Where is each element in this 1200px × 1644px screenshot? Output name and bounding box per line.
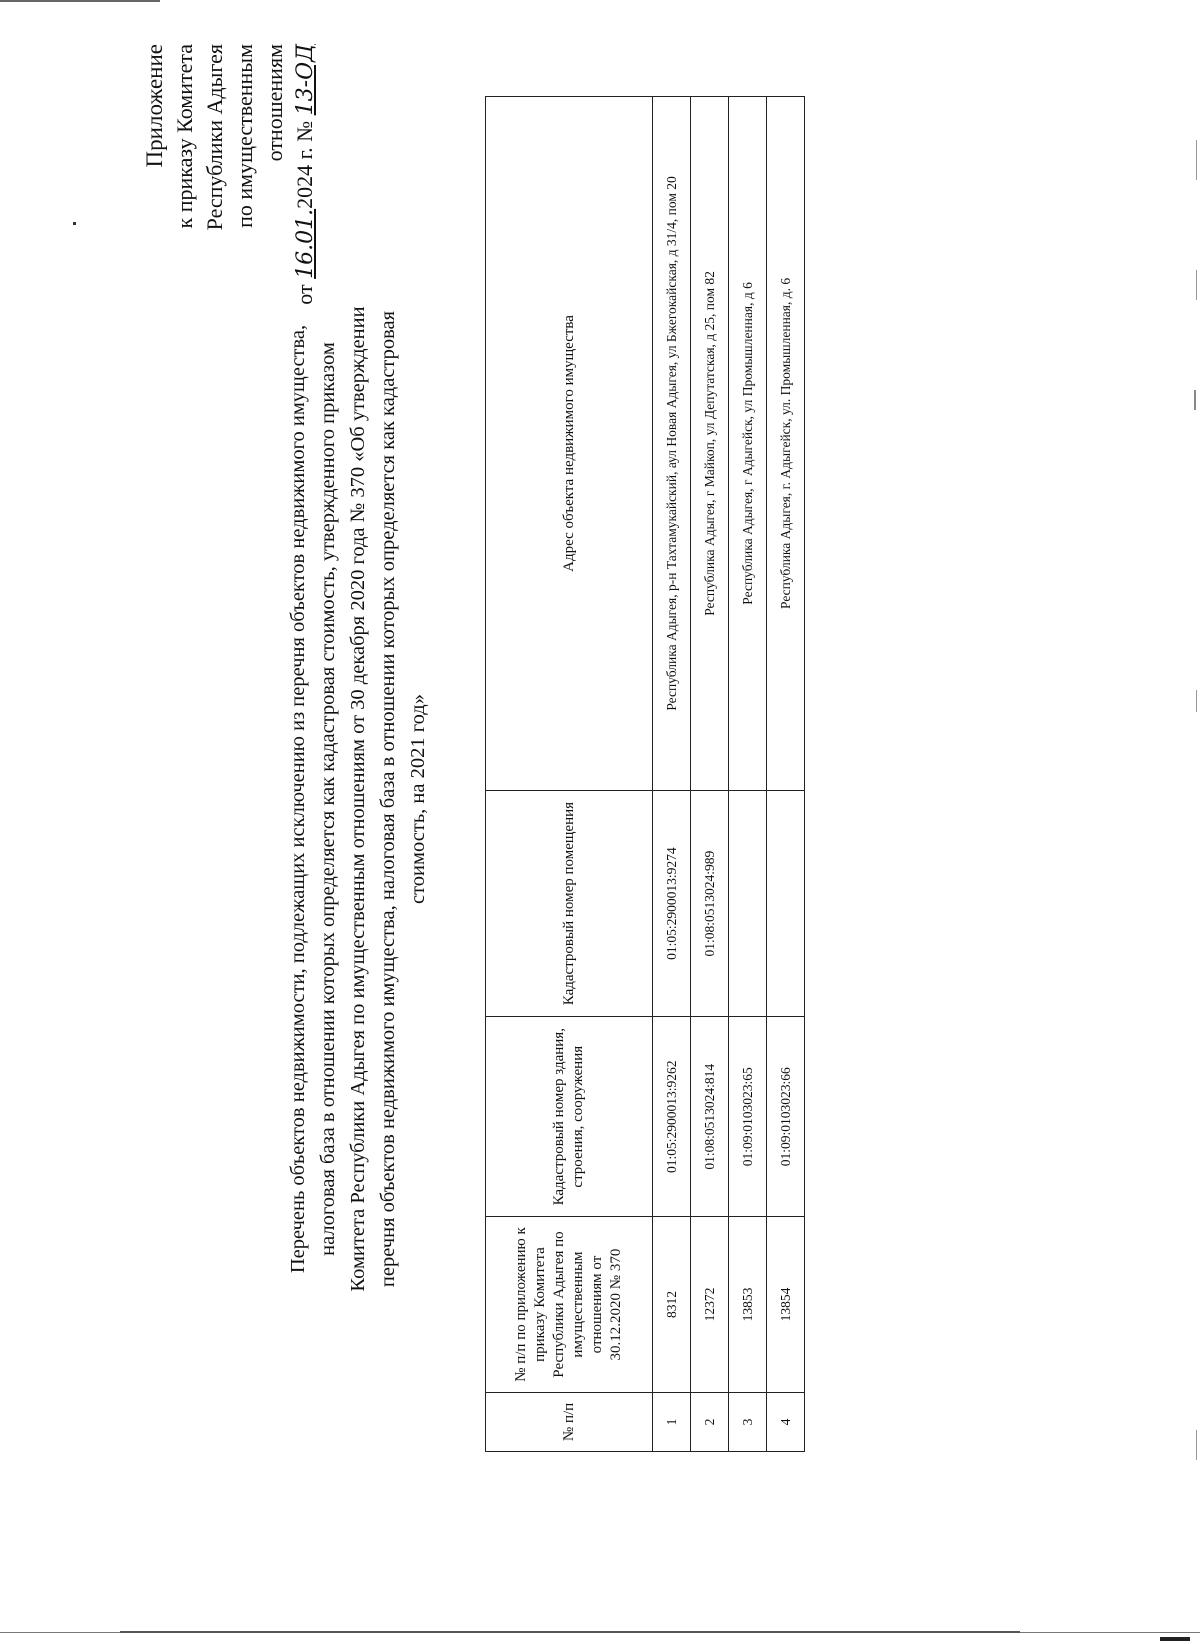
cell-address: Республика Адыгея, г Майкоп, ул Депутатская, д 25, пом 82: [691, 97, 729, 791]
heading-line-5: стоимость, на 2021 год»: [407, 694, 429, 904]
date-prefix: от: [292, 278, 317, 305]
heading-line-2: налоговая база в отношении которых определяется как кадастровая стоимость, утвержденного приказом: [317, 342, 339, 1256]
appendix-title: Приложение: [142, 44, 167, 168]
cell-building-cadastral: 01:09:0103023:65: [729, 1017, 767, 1217]
cell-premises-cadastral: [767, 790, 805, 1016]
heading-line-4: перечня объектов недвижимого имущества, налоговая база в отношении которых определяется как кадастровая: [377, 310, 399, 1288]
handwritten-number: 13-ОД: [293, 44, 318, 116]
cell-premises-cadastral: 01:08:0513024:989: [691, 790, 729, 1016]
cell-building-cadastral: 01:05:2900013:9262: [653, 1017, 691, 1217]
cell-premises-cadastral: [729, 790, 767, 1016]
cell-number: 3: [729, 1392, 767, 1451]
appendix-line-1: к приказу Комитета Республики Адыгея: [172, 44, 227, 231]
cell-premises-cadastral: 01:05:2900013:9274: [653, 790, 691, 1016]
cell-building-cadastral: 01:08:0513024:814: [691, 1017, 729, 1217]
cell-number: 4: [767, 1392, 805, 1451]
table-row: [653, 97, 691, 1452]
date-year: 2024 г. №: [292, 115, 317, 209]
heading-line-1: Перечень объектов недвижимости, подлежащих исключению из перечня объектов недвижимого имущества,: [287, 324, 309, 1274]
cell-appendix-number: 13854: [767, 1217, 805, 1393]
col-header-appendix-number: № п/п по приложению к приказу Комитета Республики Адыгея по имущественным отношениям от 30.12.2020 № 370: [486, 1217, 653, 1393]
table-row: [691, 97, 729, 1452]
table-row: [767, 97, 805, 1452]
handwritten-date: 16.01.: [293, 208, 318, 279]
cell-building-cadastral: 01:09:0103023:66: [767, 1017, 805, 1217]
cell-appendix-number: 8312: [653, 1217, 691, 1393]
table-header-row: [486, 97, 653, 1452]
col-header-address: Адрес объекта недвижимого имущества: [486, 97, 653, 791]
col-header-number: № п/п: [486, 1392, 653, 1451]
cell-address: Республика Адыгея, р-н Тахтамукайский, аул Новая Адыгея, ул Бжегокайская, д 31/4, пом 20: [653, 97, 691, 791]
cell-number: 2: [691, 1392, 729, 1451]
cell-appendix-number: 12372: [691, 1217, 729, 1393]
cell-number: 1: [653, 1392, 691, 1451]
document-heading: [283, 154, 433, 1444]
col-header-building-cadastral: Кадастровый номер здания, строения, сооружения: [486, 1017, 653, 1217]
objects-table: [485, 96, 805, 1452]
col-header-premises-cadastral: Кадастровый номер помещения: [486, 790, 653, 1016]
cell-appendix-number: 13853: [729, 1217, 767, 1393]
cell-address: Республика Адыгея, г. Адыгейск, ул. Промышленная, д. 6: [767, 97, 805, 791]
heading-line-3: Комитета Республики Адыгея по имущественным отношениям от 30 декабря 2020 года № 370 «Об утверждении: [347, 306, 369, 1292]
cell-address: Республика Адыгея, г Адыгейск, ул Промышленная, д 6: [729, 97, 767, 791]
appendix-line-2: по имущественным отношениям: [232, 44, 287, 228]
table-row: [729, 97, 767, 1452]
